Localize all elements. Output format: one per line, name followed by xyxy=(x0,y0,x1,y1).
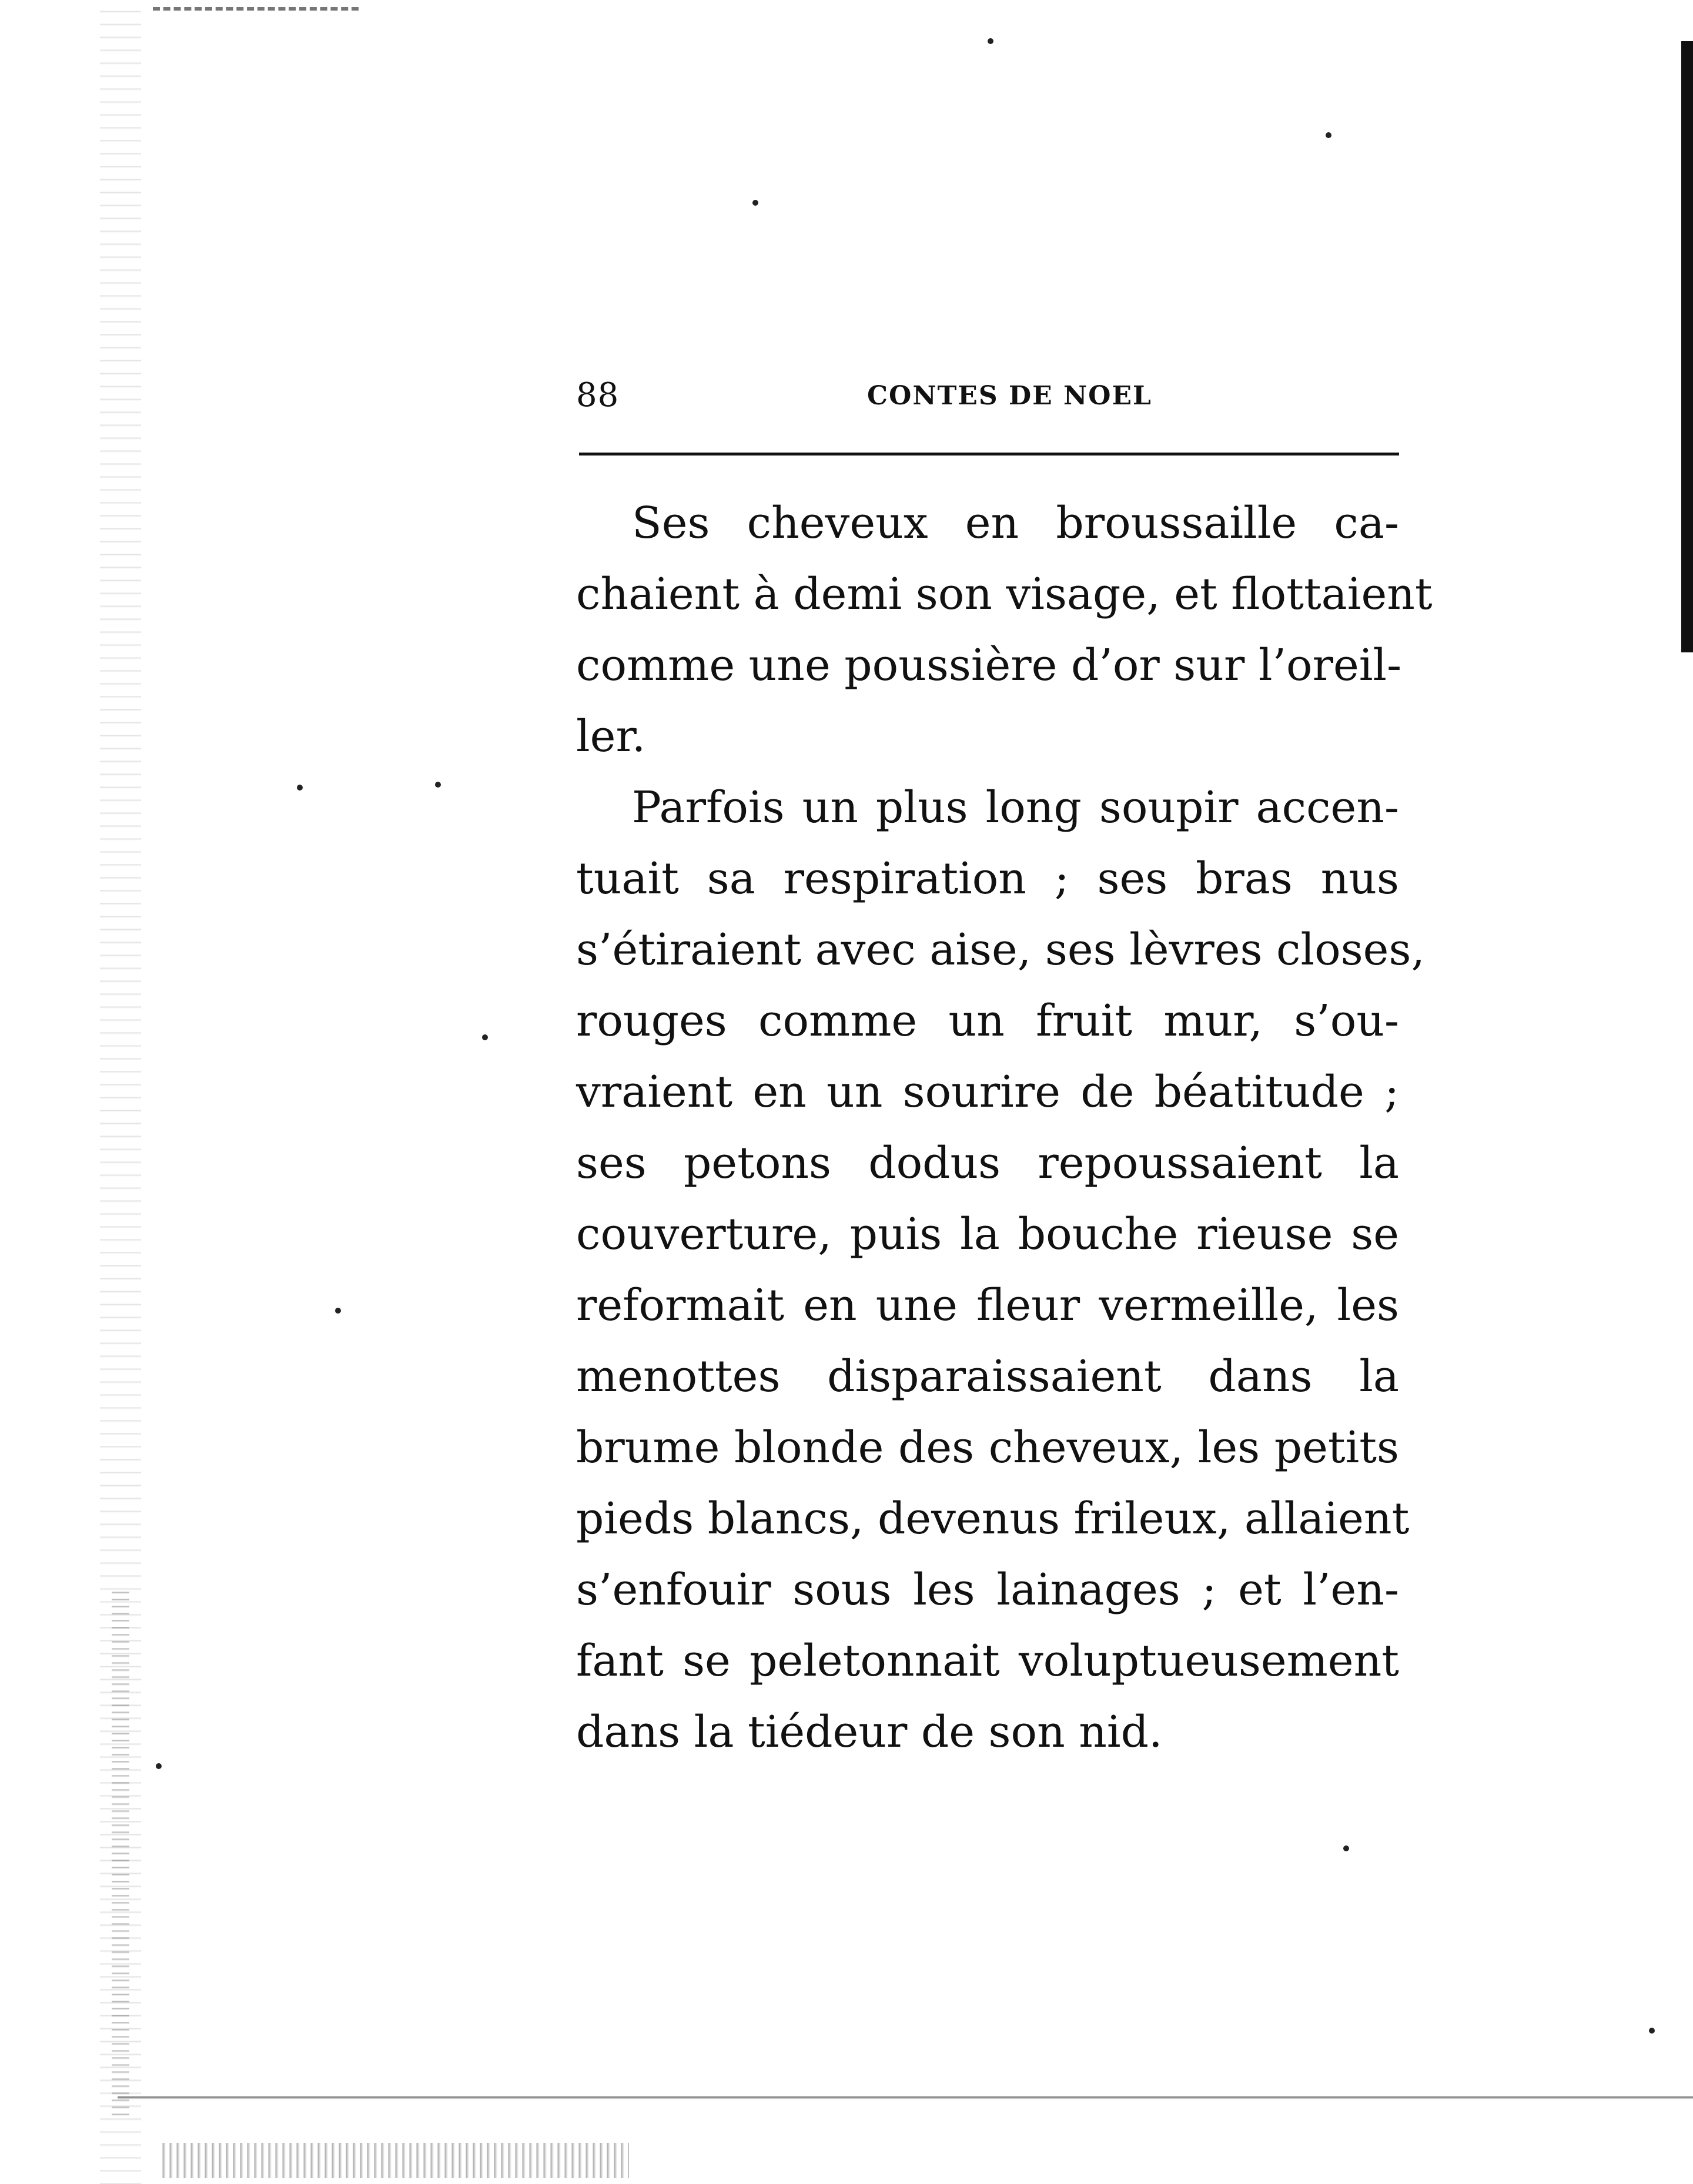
speck xyxy=(752,200,758,206)
text-line: vraient en un sourire de béatitude ; xyxy=(576,1067,1399,1117)
text-line: reformait en une fleur vermeille, les xyxy=(576,1280,1399,1331)
speck xyxy=(1326,132,1331,138)
text-line: dans la tiédeur de son nid. xyxy=(576,1707,1163,1757)
speck xyxy=(1649,2028,1655,2034)
paragraph-1 xyxy=(576,488,1433,772)
text-line: pieds blancs, devenus frileux, allaient xyxy=(576,1493,1410,1544)
text-line: Ses cheveux en broussaille ca- xyxy=(632,498,1399,548)
speck xyxy=(156,1763,162,1769)
text-line: ler. xyxy=(576,711,646,762)
text-line: tuait sa respiration ; ses bras nus xyxy=(576,853,1399,904)
binding-shadow xyxy=(112,1587,129,2116)
scan-edge-bar xyxy=(1681,41,1693,652)
text-line: brume blonde des cheveux, les petits xyxy=(576,1422,1399,1473)
scan-top-mark xyxy=(153,7,359,14)
page-number: 88 xyxy=(576,376,620,414)
text-line: rouges comme un fruit mur, s’ou- xyxy=(576,996,1399,1046)
text-line: fant se peletonnait voluptueusement xyxy=(576,1636,1399,1686)
speck xyxy=(335,1308,341,1314)
speck xyxy=(297,785,303,790)
text-line: s’enfouir sous les lainages ; et l’en- xyxy=(576,1565,1399,1615)
text-line: chaient à demi son visage, et flottaient xyxy=(576,569,1433,619)
text-line: comme une poussière d’or sur l’oreil- xyxy=(576,640,1402,691)
speck xyxy=(988,38,993,44)
page-header xyxy=(576,376,1399,414)
text-line: Parfois un plus long soupir accen- xyxy=(632,782,1399,833)
text-line: menottes disparaissaient dans la xyxy=(576,1351,1399,1402)
text-line: ses petons dodus repoussaient la xyxy=(576,1138,1399,1188)
text-line: s’étiraient avec aise, ses lèvres closes, xyxy=(576,924,1425,975)
body-text xyxy=(576,488,1433,1768)
scan-bottom-noise xyxy=(159,2143,629,2178)
header-rule xyxy=(579,453,1399,455)
speck xyxy=(1343,1845,1349,1851)
running-title: CONTES DE NOEL xyxy=(867,381,1152,411)
text-line: couverture, puis la bouche rieuse se xyxy=(576,1209,1399,1260)
paragraph-2 xyxy=(576,772,1425,1768)
speck xyxy=(482,1034,488,1040)
speck xyxy=(435,782,441,788)
